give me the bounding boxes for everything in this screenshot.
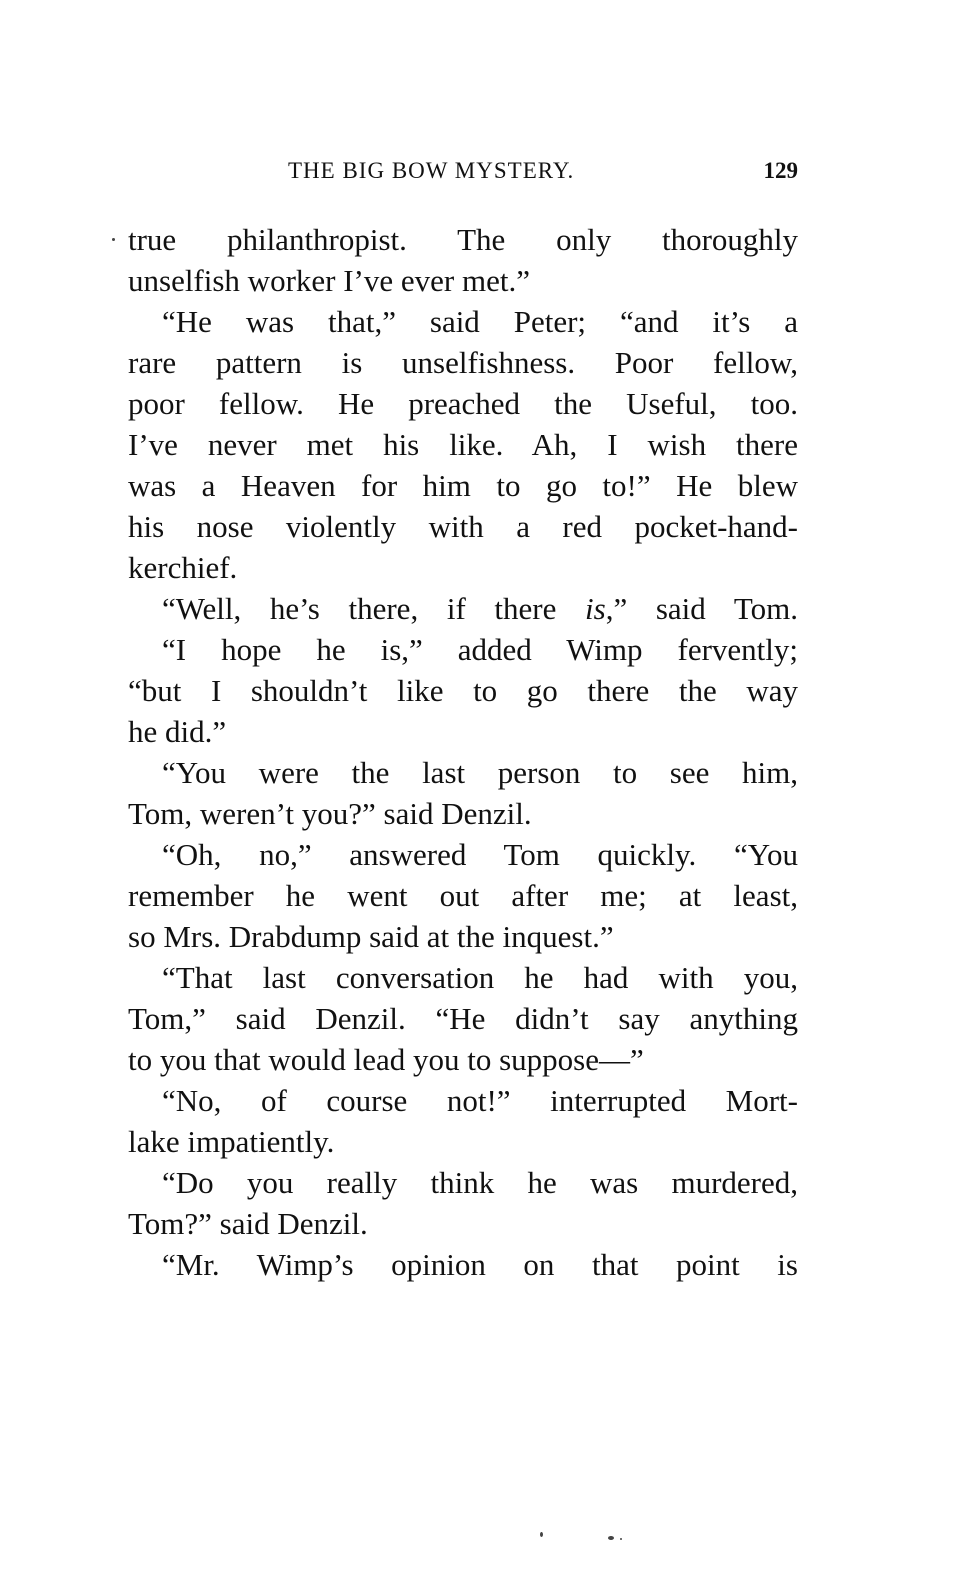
text-line — [128, 1162, 798, 1203]
line-text: he did.” — [128, 714, 227, 749]
line-text: poor fellow. He preached the Useful, too. — [128, 386, 798, 421]
line-text: kerchief. — [128, 550, 238, 585]
line-text: rare pattern is unselfishness. Poor fellow, — [128, 345, 798, 380]
line-text: “but I shouldn’t like to go there the way — [128, 673, 798, 708]
line-text: his nose violently with a red pocket-hand- — [128, 509, 798, 544]
line-text: lake impatiently. — [128, 1124, 335, 1159]
scan-speck — [112, 238, 115, 241]
page-number: 129 — [763, 158, 798, 183]
text-line — [128, 506, 798, 547]
line-text: “Well, he’s there, if there is,” said Tom. — [162, 591, 798, 626]
text-line — [128, 1039, 798, 1080]
text-line — [128, 834, 798, 875]
line-text: Tom,” said Denzil. “He didn’t say anything — [128, 1001, 798, 1036]
text-line — [128, 875, 798, 916]
text-line — [128, 670, 798, 711]
text-line — [128, 752, 798, 793]
text-line — [128, 711, 798, 752]
scan-speck — [540, 1532, 543, 1537]
text-line — [128, 301, 798, 342]
line-text: I’ve never met his like. Ah, I wish there — [128, 427, 798, 462]
line-text: “No, of course not!” interrupted Mort- — [162, 1083, 798, 1118]
scan-speck — [620, 1538, 622, 1540]
line-text: “I hope he is,” added Wimp fervently; — [162, 632, 798, 667]
text-line — [128, 1203, 798, 1244]
line-text: remember he went out after me; at least, — [128, 878, 798, 913]
text-line — [128, 588, 798, 629]
text-line — [128, 342, 798, 383]
text-line — [128, 1121, 798, 1162]
text-line — [128, 383, 798, 424]
text-line — [128, 465, 798, 506]
line-text: “Mr. Wimp’s opinion on that point is — [162, 1247, 798, 1282]
text-line — [128, 547, 798, 588]
text-line — [128, 998, 798, 1039]
text-line — [128, 957, 798, 998]
body-text — [128, 219, 798, 1285]
line-text: true philanthropist. The only thoroughly — [128, 222, 798, 257]
line-text: so Mrs. Drabdump said at the inquest.” — [128, 919, 614, 954]
line-text: “Do you really think he was murdered, — [162, 1165, 798, 1200]
running-title: THE BIG BOW MYSTERY. — [288, 158, 575, 183]
line-text: “You were the last person to see him, — [162, 755, 798, 790]
line-text: “He was that,” said Peter; “and it’s a — [162, 304, 798, 339]
text-line — [128, 1080, 798, 1121]
text-line — [128, 260, 798, 301]
line-text: “That last conversation he had with you, — [162, 960, 798, 995]
line-text: unselfish worker I’ve ever met.” — [128, 263, 530, 298]
line-text: Tom?” said Denzil. — [128, 1206, 368, 1241]
line-text: “Oh, no,” answered Tom quickly. “You — [162, 837, 798, 872]
running-head — [128, 158, 798, 188]
line-text: Tom, weren’t you?” said Denzil. — [128, 796, 532, 831]
text-line — [128, 916, 798, 957]
scan-speck — [608, 1536, 614, 1540]
text-line — [128, 424, 798, 465]
text-line — [128, 629, 798, 670]
line-text: to you that would lead you to suppose—” — [128, 1042, 644, 1077]
text-line — [128, 793, 798, 834]
text-line — [128, 219, 798, 260]
line-text: was a Heaven for him to go to!” He blew — [128, 468, 798, 503]
text-line — [128, 1244, 798, 1285]
